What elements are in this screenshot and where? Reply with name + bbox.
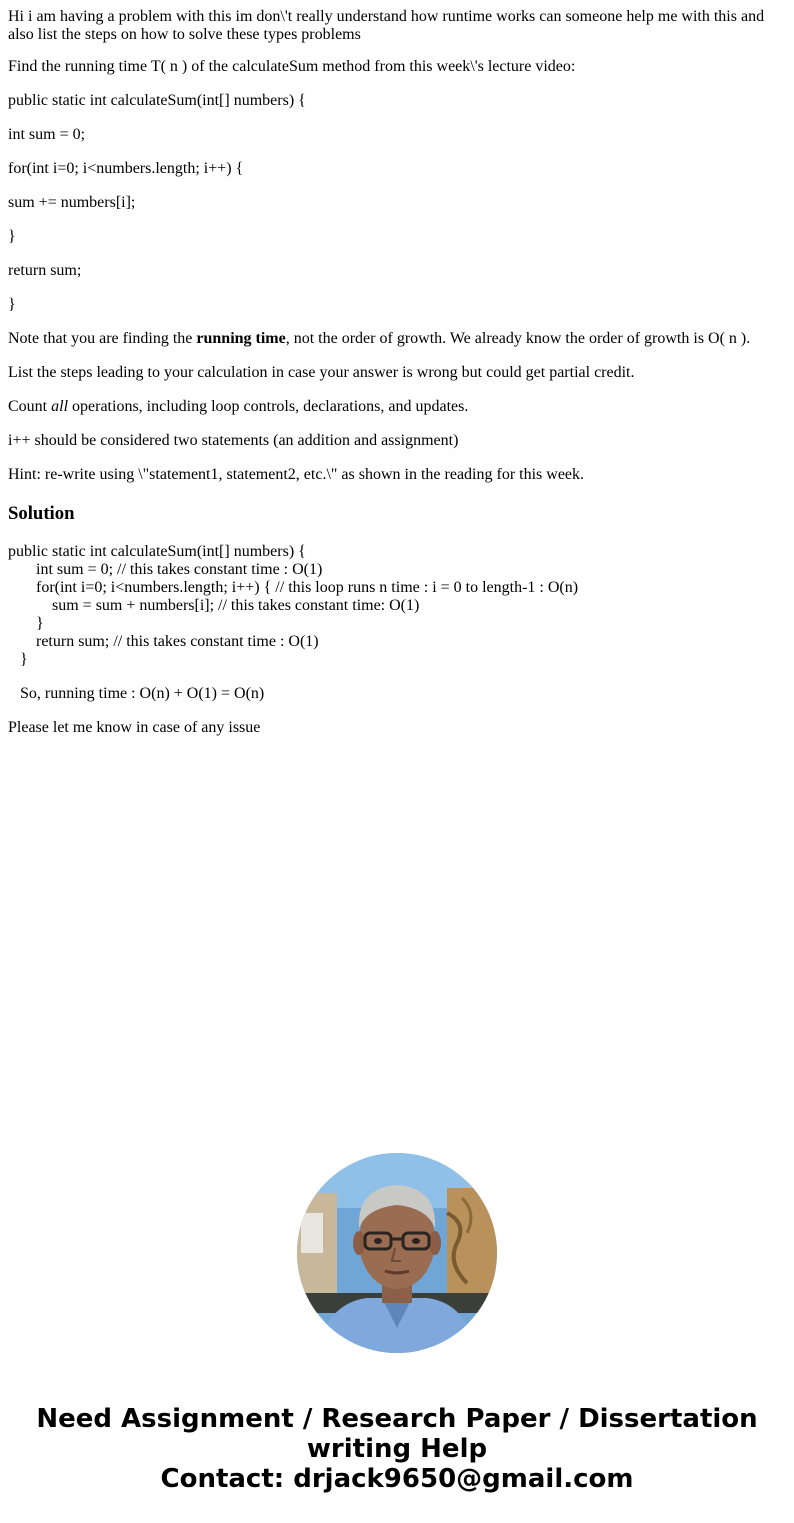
solution-code-line: public static int calculateSum(int[] numbers) { <box>8 543 306 560</box>
question-code-line: sum += numbers[i]; <box>8 194 136 211</box>
note-text-pre: Note that you are finding the <box>8 330 197 347</box>
solution-code-line: int sum = 0; // this takes constant time : O(1) <box>36 561 323 578</box>
question-iplus: i++ should be considered two statements (an addition and assignment) <box>8 432 459 449</box>
question-note <box>8 330 784 348</box>
question-code-line: } <box>8 228 16 245</box>
solution-closing: Please let me know in case of any issue <box>8 719 261 736</box>
question-find: Find the running time T( n ) of the calculateSum method from this week\'s lecture video: <box>8 58 576 75</box>
count-text-pre: Count <box>8 398 52 415</box>
banner-contact: Contact: drjack9650@gmail.com <box>160 1464 634 1494</box>
question-code-line: int sum = 0; <box>8 126 86 143</box>
note-text-bold: running time <box>196 330 286 347</box>
solution-code-line: sum = sum + numbers[i]; // this takes constant time: O(1) <box>52 597 420 614</box>
note-text-post: , not the order of growth. We already know the order of growth is O( n ). <box>285 330 751 347</box>
question-code-line: return sum; <box>8 262 82 279</box>
solution-code-line: } <box>20 651 28 668</box>
question-code-line: for(int i=0; i<numbers.length; i++) { <box>8 160 244 177</box>
contact-banner <box>0 1404 794 1494</box>
solution-heading: Solution <box>8 503 75 524</box>
question-code-line: public static int calculateSum(int[] numbers) { <box>8 92 306 109</box>
question-code-line: } <box>8 296 16 313</box>
banner-line-1: Need Assignment / Research Paper / Dissertation <box>36 1404 758 1434</box>
question-hint: Hint: re-write using \"statement1, statement2, etc.\" as shown in the reading for this week. <box>8 466 585 483</box>
banner-line-2: writing Help <box>306 1434 488 1464</box>
solution-code <box>8 543 784 669</box>
question-list-steps: List the steps leading to your calculation in case your answer is wrong but could get partial credit. <box>8 364 635 381</box>
solution-code-line: } <box>36 615 44 632</box>
author-avatar <box>297 1153 497 1353</box>
solution-code-line: for(int i=0; i<numbers.length; i++) { // this loop runs n time : i = 0 to length-1 : O(n) <box>36 579 579 596</box>
question-count <box>8 398 784 416</box>
count-text-italic: all <box>51 398 69 415</box>
question-intro: Hi i am having a problem with this im don\'t really understand how runtime works can someone help me with this and also list the steps on how to solve these types problems <box>8 8 765 43</box>
solution-code-line: return sum; // this takes constant time : O(1) <box>36 633 319 650</box>
solution-result: So, running time : O(n) + O(1) = O(n) <box>20 685 265 702</box>
author-portrait-image <box>297 1153 497 1353</box>
document-body <box>8 8 784 753</box>
count-text-post: operations, including loop controls, declarations, and updates. <box>68 398 469 415</box>
